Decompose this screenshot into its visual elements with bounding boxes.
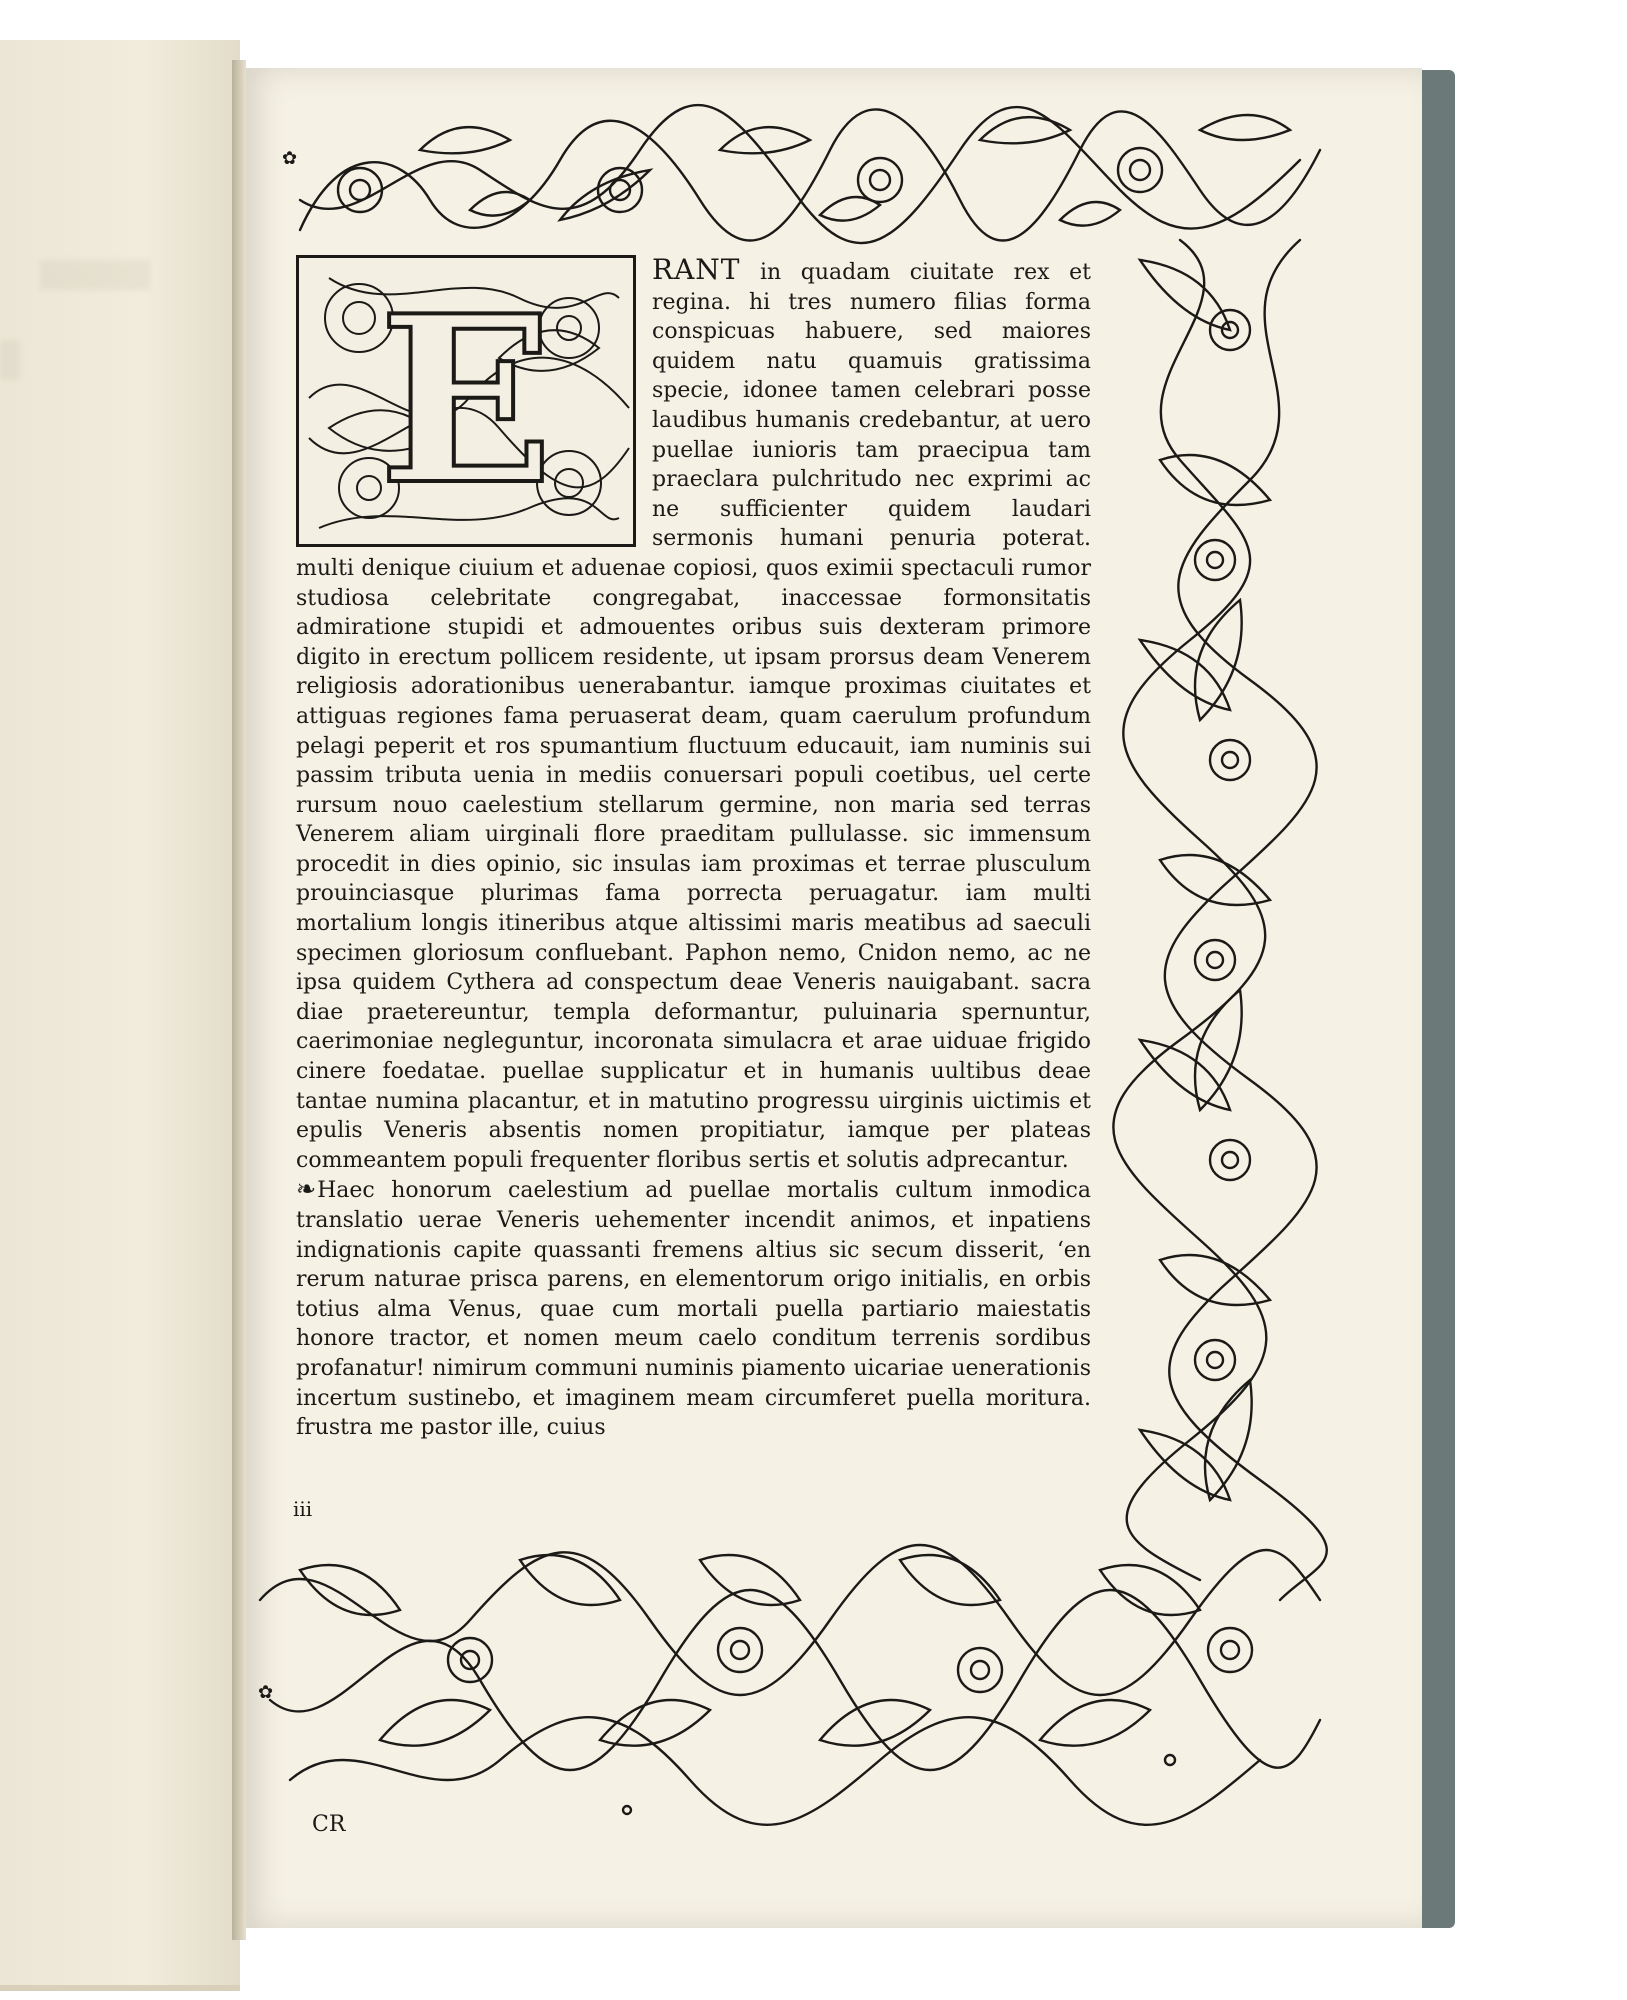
paragraph-2 [296,1175,1091,1442]
hedera-leaf-icon: ❧ [296,1175,315,1204]
opening-word: RANT [652,253,741,286]
top-fleuron-icon: ✿ [282,148,298,169]
bottom-border-vines [260,1545,1320,1825]
artist-monogram: CR [312,1812,346,1837]
right-border-vines [1113,240,1326,1600]
paragraph-1-text: in quadam ciuitate rex et regina. hi tres numero filias forma conspicuas habuere, sed maiores quidem natu quamuis gratissima specie, idonee tamen celebrari posse laudibus humanis credebantur, at uero puellae iunioris tam praecipua tam praeclara pulchritudo nec exprimi ac ne sufficienter quidem laudari sermonis humani penuria poterat. multi denique ciuium et aduenae copiosi, quos eximii spectaculi rumor studiosa celebritate congregabat, inaccessae formonsitatis admiratione stupidi et admouentes oribus suis dexteram primore digito in erectum pollicem residente, ut ipsam prorsus deam Venerem religiosis adorationibus uenerabantur. iamque proximas ciuitates et attiguas regiones fama peruaserat deam, quam caerulum profundum pelagi peperit et ros spumantium fluctuum educauit, iam numinis sui passim tributa uenia in mediis conuersari populi coetibus, uel certe rursum nouo caelestium stellarum germine, non maria sed terras Venerem aliam uirginali flore praeditam pullulasse. sic immensum procedit in dies opinio, sic insulas iam proximas et terrae plusculum prouinciasque plurimas fama porrecta peruagatur. iam multi mortalium longis itineribus atque altissimi maris meatibus ad saeculi specimen gloriosum confluebant. Paphon nemo, Cnidon nemo, ac ne ipsa quidem Cythera ad conspectum deae Veneris nauigabant. sacra diae praetereuntur, templa deformantur, puluinaria spernuntur, caerimoniae negleguntur, incoronata simulacra et arae uiduae frigido cinere foedatae. puellae supplicatur et in humanis uultibus deae tantae numina placantur, et in matutino progressu uirginis uictimis et epulis Veneris absentis nomen propitiatur, iamque per plateas commeantem populi frequenter floribus sertis et solutis adprecantur. [296,260,1091,1173]
paragraph-2-text: Haec honorum caelestium ad puellae mortalis cultum inmodica translatio uerae Veneris uehementer incendit animos, et inpatiens indignationis capite quassanti fremens altius sic secum disserit, ‘en rerum naturae prisca parens, en elementorum origo initialis, en orbis totius alma Venus, quae cum mortali puella partiario maiestatis honore tractor, et nomen meum caelo conditum terrenis sordibus profanatur! nimirum communi numinis piamento uicariae uenerationis incertum sustinebo, et imaginem meam circumferet puella moritura. frustra me pastor ille, cuius [296,1178,1091,1441]
bottom-fleuron-icon: ✿ [258,1682,274,1703]
top-border-vines [300,105,1320,243]
main-text-block [296,255,1091,1443]
dropcap-initial [296,255,636,547]
dropcap-letter: E [378,266,554,536]
page-number: iii [293,1497,313,1521]
